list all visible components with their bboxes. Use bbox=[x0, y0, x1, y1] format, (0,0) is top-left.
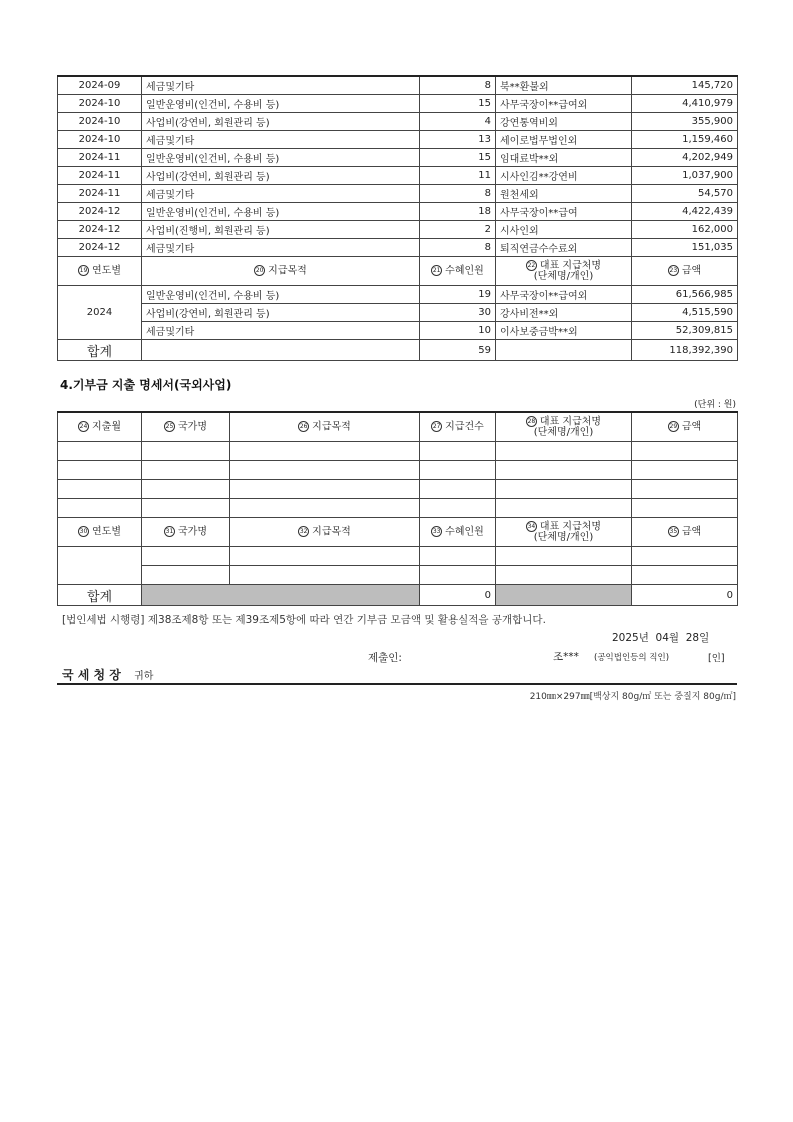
row-purpose: 사업비(강연비, 회원관리 등) bbox=[142, 113, 420, 131]
expenditure-row bbox=[58, 76, 738, 95]
header-amount: 23 금액 bbox=[632, 257, 738, 286]
empty-row bbox=[58, 461, 738, 480]
row-month: 2024-12 bbox=[58, 239, 142, 257]
unit-label: (단위 : 원) bbox=[694, 400, 736, 410]
row-purpose: 세금및기타 bbox=[142, 131, 420, 149]
domestic-expenditure-table bbox=[57, 75, 738, 361]
empty-row bbox=[58, 566, 738, 585]
expenditure-row bbox=[58, 239, 738, 257]
row-count: 8 bbox=[420, 239, 496, 257]
row-purpose: 일반운영비(인건비, 수용비 등) bbox=[142, 149, 420, 167]
row-recipient: 퇴직연금수수료외 bbox=[496, 239, 632, 257]
yearly-amount: 4,515,590 bbox=[632, 304, 738, 322]
row-amount: 355,900 bbox=[632, 113, 738, 131]
row-recipient: 시사인외 bbox=[496, 221, 632, 239]
total-count: 59 bbox=[420, 340, 496, 361]
header-purpose: 32 지급목적 bbox=[230, 518, 420, 547]
yearly-amount: 61,566,985 bbox=[632, 286, 738, 304]
yearly-purpose: 일반운영비(인건비, 수용비 등) bbox=[142, 286, 420, 304]
expenditure-row bbox=[58, 113, 738, 131]
row-month: 2024-12 bbox=[58, 221, 142, 239]
total-count: 0 bbox=[420, 585, 496, 606]
submitter-label: 제출인: bbox=[368, 652, 402, 664]
header-purpose: 26 지급목적 bbox=[230, 412, 420, 442]
legal-statement: [법인세법 시행령] 제38조제8항 또는 제39조제5항에 따라 연간 기부금 모금액 및 활용실적을 공개합니다. bbox=[62, 614, 546, 626]
expenditure-row bbox=[58, 95, 738, 113]
row-purpose: 세금및기타 bbox=[142, 239, 420, 257]
header-purpose: 20 지급목적 bbox=[142, 257, 420, 286]
addressee-suffix: 귀하 bbox=[134, 671, 154, 682]
row-amount: 4,422,439 bbox=[632, 203, 738, 221]
total-empty bbox=[496, 340, 632, 361]
submitter-role: (공익법인등의 직인) bbox=[594, 653, 670, 663]
addressee-name: 국 세 청 장 bbox=[62, 668, 121, 682]
row-count: 4 bbox=[420, 113, 496, 131]
row-purpose: 일반운영비(인건비, 수용비 등) bbox=[142, 203, 420, 221]
row-count: 11 bbox=[420, 167, 496, 185]
total-shaded bbox=[496, 585, 632, 606]
expenditure-row bbox=[58, 221, 738, 239]
expenditure-row bbox=[58, 167, 738, 185]
row-count: 13 bbox=[420, 131, 496, 149]
expenditure-row bbox=[58, 203, 738, 221]
row-amount: 54,570 bbox=[632, 185, 738, 203]
yearly-row bbox=[58, 304, 738, 322]
total-label: 합계 bbox=[58, 340, 142, 361]
yearly-purpose: 사업비(강연비, 회원관리 등) bbox=[142, 304, 420, 322]
header-amount: 29 금액 bbox=[632, 412, 738, 442]
seal-mark: [인] bbox=[708, 653, 725, 664]
header-beneficiaries: 21 수혜인원 bbox=[420, 257, 496, 286]
row-month: 2024-11 bbox=[58, 185, 142, 203]
row-count: 15 bbox=[420, 149, 496, 167]
yearly-row bbox=[58, 286, 738, 304]
yearly-amount: 52,309,815 bbox=[632, 322, 738, 340]
row-count: 15 bbox=[420, 95, 496, 113]
total-amount: 0 bbox=[632, 585, 738, 606]
row-purpose: 세금및기타 bbox=[142, 185, 420, 203]
row-month: 2024-11 bbox=[58, 167, 142, 185]
total-empty bbox=[142, 340, 420, 361]
header-beneficiaries: 33 수혜인원 bbox=[420, 518, 496, 547]
addressee bbox=[62, 666, 153, 683]
yearly-purpose: 세금및기타 bbox=[142, 322, 420, 340]
row-purpose: 일반운영비(인건비, 수용비 등) bbox=[142, 95, 420, 113]
yearly-row bbox=[58, 322, 738, 340]
overseas-expenditure-table bbox=[57, 411, 738, 606]
empty-row bbox=[58, 480, 738, 499]
row-amount: 1,159,460 bbox=[632, 131, 738, 149]
header-recipient: 28 대표 지급처명 (단체명/개인) bbox=[496, 412, 632, 442]
row-amount: 145,720 bbox=[632, 76, 738, 95]
yearly-recipient: 이사보중금박**외 bbox=[496, 322, 632, 340]
row-amount: 4,410,979 bbox=[632, 95, 738, 113]
header-year: 30 연도별 bbox=[58, 518, 142, 547]
header-year: 19 연도별 bbox=[58, 257, 142, 286]
row-purpose: 사업비(진행비, 회원관리 등) bbox=[142, 221, 420, 239]
row-amount: 1,037,900 bbox=[632, 167, 738, 185]
expenditure-row bbox=[58, 149, 738, 167]
yearly-count: 30 bbox=[420, 304, 496, 322]
row-month: 2024-11 bbox=[58, 149, 142, 167]
yearly-recipient: 사무국장이**급여외 bbox=[496, 286, 632, 304]
empty-row bbox=[58, 547, 738, 566]
row-recipient: 임대료박**외 bbox=[496, 149, 632, 167]
row-month: 2024-10 bbox=[58, 131, 142, 149]
header-recipient: 22 대표 지급처명 (단체명/개인) bbox=[496, 257, 632, 286]
year-cell: 2024 bbox=[58, 286, 142, 340]
row-recipient: 원천세외 bbox=[496, 185, 632, 203]
header-country: 25 국가명 bbox=[142, 412, 230, 442]
header-count: 27 지급건수 bbox=[420, 412, 496, 442]
empty-row bbox=[58, 499, 738, 518]
submitter-name: 조*** bbox=[553, 651, 579, 663]
expenditure-row bbox=[58, 131, 738, 149]
domestic-total-row bbox=[58, 340, 738, 361]
overseas-section-title: 4.기부금 지출 명세서(국외사업) bbox=[60, 378, 232, 392]
header-recipient: 34 대표 지급처명 (단체명/개인) bbox=[496, 518, 632, 547]
domestic-yearly-header-row bbox=[58, 257, 738, 286]
row-amount: 4,202,949 bbox=[632, 149, 738, 167]
row-amount: 151,035 bbox=[632, 239, 738, 257]
header-country: 31 국가명 bbox=[142, 518, 230, 547]
header-amount: 35 금액 bbox=[632, 518, 738, 547]
row-recipient: 시사인김**강연비 bbox=[496, 167, 632, 185]
row-count: 8 bbox=[420, 185, 496, 203]
paper-spec: 210㎜×297㎜[백상지 80g/㎡ 또는 중질지 80g/㎡] bbox=[529, 692, 736, 702]
row-month: 2024-09 bbox=[58, 76, 142, 95]
row-recipient: 북**환불외 bbox=[496, 76, 632, 95]
overseas-header-row bbox=[58, 412, 738, 442]
row-recipient: 사무국장이**급여외 bbox=[496, 95, 632, 113]
row-recipient: 강연통역비외 bbox=[496, 113, 632, 131]
row-purpose: 세금및기타 bbox=[142, 76, 420, 95]
row-month: 2024-10 bbox=[58, 113, 142, 131]
total-shaded bbox=[142, 585, 420, 606]
row-month: 2024-12 bbox=[58, 203, 142, 221]
row-recipient: 사무국장이**급여 bbox=[496, 203, 632, 221]
overseas-total-row bbox=[58, 585, 738, 606]
row-month: 2024-10 bbox=[58, 95, 142, 113]
overseas-yearly-header-row bbox=[58, 518, 738, 547]
yearly-count: 10 bbox=[420, 322, 496, 340]
row-recipient: 세이로법무법인외 bbox=[496, 131, 632, 149]
yearly-count: 19 bbox=[420, 286, 496, 304]
row-amount: 162,000 bbox=[632, 221, 738, 239]
empty-row bbox=[58, 442, 738, 461]
row-count: 2 bbox=[420, 221, 496, 239]
total-amount: 118,392,390 bbox=[632, 340, 738, 361]
header-month: 24 지출월 bbox=[58, 412, 142, 442]
yearly-recipient: 강사비전**외 bbox=[496, 304, 632, 322]
row-count: 18 bbox=[420, 203, 496, 221]
row-purpose: 사업비(강연비, 회원관리 등) bbox=[142, 167, 420, 185]
expenditure-row bbox=[58, 185, 738, 203]
footer-divider bbox=[57, 683, 737, 685]
submission-date: 2025년 04월 28일 bbox=[612, 632, 710, 644]
row-count: 8 bbox=[420, 76, 496, 95]
total-label: 합계 bbox=[58, 585, 142, 606]
